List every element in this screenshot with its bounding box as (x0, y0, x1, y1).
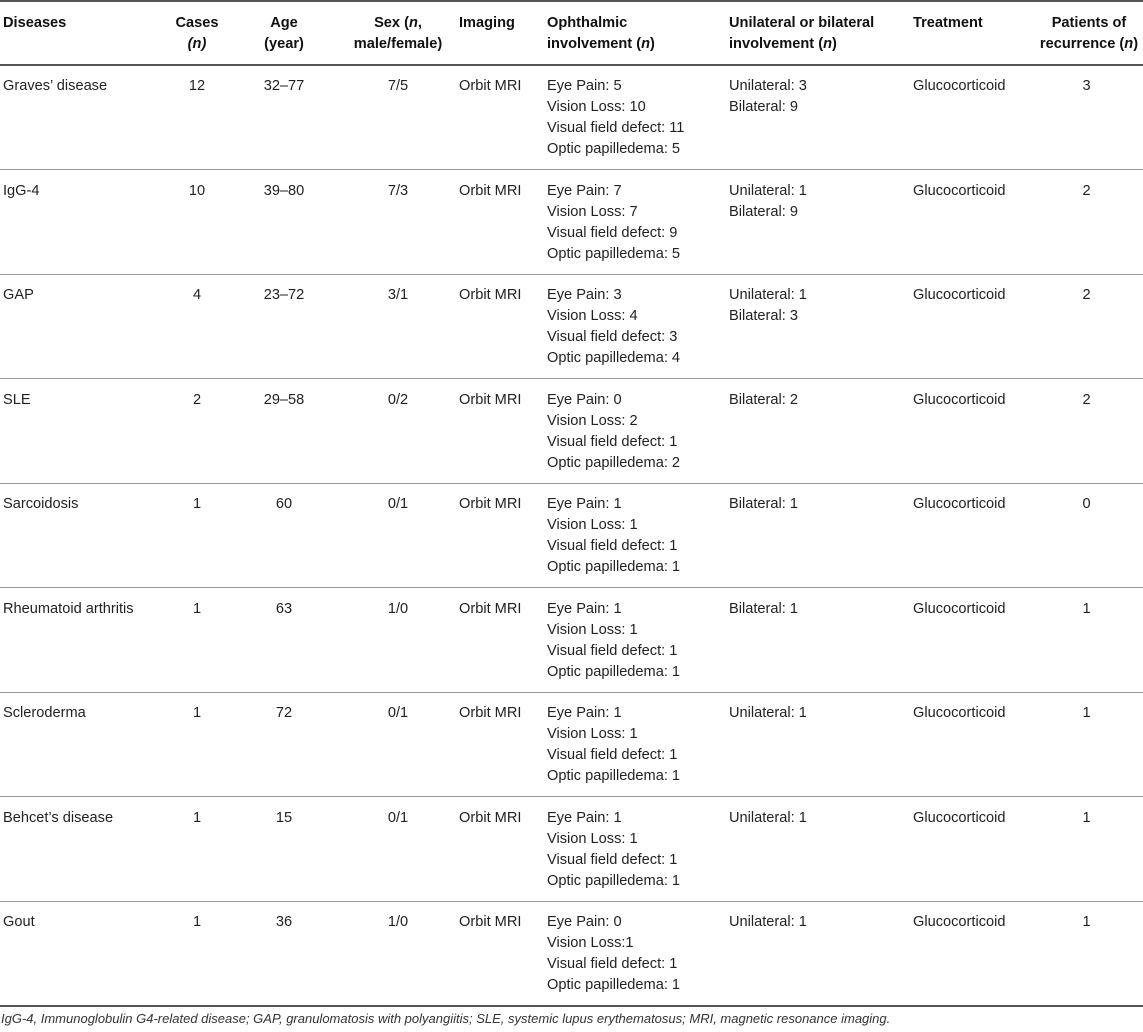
cell-treatment: Glucocorticoid (913, 496, 1006, 512)
cell-cases: 1 (192, 496, 202, 512)
cell-recurrence: 2 (1082, 392, 1091, 408)
cell-ophthalmic-involvement (547, 181, 680, 265)
laterality-line: Unilateral: 1 (729, 705, 807, 721)
header-sex: Sex (n, male/female) (353, 15, 443, 52)
ophthalmic-line: Eye Pain: 1 (547, 601, 622, 617)
cell-laterality (729, 390, 798, 411)
ophthalmic-line: Visual field defect: 9 (547, 225, 678, 241)
ophthalmic-line: Eye Pain: 3 (547, 287, 622, 303)
ophthalmic-line: Eye Pain: 1 (547, 705, 622, 721)
cell-treatment: Glucocorticoid (913, 392, 1006, 408)
cell-imaging: Orbit MRI (459, 78, 522, 94)
cell-recurrence: 3 (1082, 78, 1091, 94)
laterality-line: Unilateral: 1 (729, 183, 807, 199)
laterality-line: Bilateral: 1 (729, 496, 798, 512)
cell-treatment: Glucocorticoid (913, 810, 1006, 826)
ophthalmic-line: Vision Loss: 7 (547, 204, 638, 220)
cell-age: 72 (275, 705, 293, 721)
laterality-line: Unilateral: 3 (729, 78, 807, 94)
ophthalmic-line: Visual field defect: 1 (547, 956, 678, 972)
ophthalmic-line: Optic papilledema: 2 (547, 455, 681, 471)
table-row (0, 589, 1143, 693)
table-row (0, 693, 1143, 797)
cell-age: 60 (275, 496, 293, 512)
cell-cases: 12 (188, 78, 206, 94)
cell-ophthalmic-involvement (547, 703, 680, 787)
table-row (0, 66, 1143, 170)
cell-imaging: Orbit MRI (459, 705, 522, 721)
ophthalmic-line: Visual field defect: 1 (547, 852, 678, 868)
ophthalmic-line: Vision Loss: 1 (547, 622, 638, 638)
cell-ophthalmic-involvement (547, 808, 680, 892)
ophthalmic-line: Optic papilledema: 5 (547, 246, 681, 262)
cell-sex: 3/1 (387, 287, 409, 303)
cell-imaging: Orbit MRI (459, 914, 522, 930)
cell-ophthalmic-involvement (547, 599, 680, 683)
cell-ophthalmic-involvement (547, 285, 680, 369)
cell-age: 15 (275, 810, 293, 826)
cell-recurrence: 1 (1082, 810, 1091, 826)
header-laterality: Unilateral or bilateral involvement (n) (729, 15, 875, 52)
header-diseases: Diseases (3, 15, 67, 31)
ophthalmic-line: Optic papilledema: 1 (547, 873, 681, 889)
cell-sex: 1/0 (387, 914, 409, 930)
cell-laterality (729, 181, 807, 223)
laterality-line: Bilateral: 2 (729, 392, 798, 408)
ophthalmic-line: Vision Loss: 10 (547, 99, 646, 115)
ophthalmic-line: Vision Loss: 1 (547, 726, 638, 742)
ophthalmic-line: Vision Loss: 1 (547, 831, 638, 847)
table-row (0, 171, 1143, 275)
laterality-line: Bilateral: 9 (729, 204, 798, 220)
laterality-line: Bilateral: 1 (729, 601, 798, 617)
ophthalmic-line: Visual field defect: 11 (547, 120, 685, 136)
cell-recurrence: 2 (1082, 287, 1091, 303)
header-cases: Cases (n) (175, 15, 219, 52)
cell-disease: Rheumatoid arthritis (3, 601, 134, 617)
table-row (0, 798, 1143, 902)
cell-treatment: Glucocorticoid (913, 705, 1006, 721)
cell-treatment: Glucocorticoid (913, 914, 1006, 930)
cell-cases: 2 (192, 392, 202, 408)
ophthalmic-line: Optic papilledema: 1 (547, 559, 681, 575)
cell-laterality (729, 76, 807, 118)
ophthalmic-line: Eye Pain: 5 (547, 78, 622, 94)
ophthalmic-line: Optic papilledema: 4 (547, 350, 681, 366)
table-row (0, 380, 1143, 484)
ophthalmic-line: Visual field defect: 1 (547, 643, 678, 659)
cell-treatment: Glucocorticoid (913, 601, 1006, 617)
cell-sex: 7/3 (387, 183, 409, 199)
cell-sex: 0/1 (387, 810, 409, 826)
ophthalmic-line: Optic papilledema: 5 (547, 141, 681, 157)
cell-disease: IgG-4 (3, 183, 40, 199)
cell-imaging: Orbit MRI (459, 392, 522, 408)
ophthalmic-line: Eye Pain: 1 (547, 496, 622, 512)
ophthalmic-line: Vision Loss:1 (547, 935, 634, 951)
cell-recurrence: 1 (1082, 914, 1091, 930)
laterality-line: Unilateral: 1 (729, 287, 807, 303)
ophthalmic-line: Visual field defect: 3 (547, 329, 678, 345)
cell-ophthalmic-involvement (547, 76, 684, 160)
header-age: Age (year) (264, 15, 304, 52)
cell-imaging: Orbit MRI (459, 496, 522, 512)
laterality-line: Unilateral: 1 (729, 810, 807, 826)
ophthalmic-line: Visual field defect: 1 (547, 538, 678, 554)
ophthalmic-line: Eye Pain: 1 (547, 810, 622, 826)
cell-imaging: Orbit MRI (459, 810, 522, 826)
ophthalmic-line: Optic papilledema: 1 (547, 768, 681, 784)
cell-laterality (729, 912, 807, 933)
ophthalmic-line: Vision Loss: 4 (547, 308, 638, 324)
cell-imaging: Orbit MRI (459, 183, 522, 199)
cell-disease: Scleroderma (3, 705, 86, 721)
table-row (0, 275, 1143, 379)
cell-disease: Graves’ disease (3, 78, 108, 94)
ophthalmic-line: Optic papilledema: 1 (547, 664, 681, 680)
cell-age: 39–80 (263, 183, 305, 199)
cell-disease: GAP (3, 287, 34, 303)
cell-age: 32–77 (263, 78, 305, 94)
cell-disease: SLE (3, 392, 31, 408)
cell-ophthalmic-involvement (547, 494, 680, 578)
cell-ophthalmic-involvement (547, 912, 680, 996)
table-footnote: IgG-4, Immunoglobulin G4-related disease; GAP, granulomatosis with polyangiitis; SLE, systemic lupus erythematosus; MRI, magnetic resonance imaging. (1, 1011, 891, 1026)
ophthalmic-line: Visual field defect: 1 (547, 747, 678, 763)
cell-sex: 7/5 (387, 78, 409, 94)
cell-ophthalmic-involvement (547, 390, 680, 474)
cell-recurrence: 1 (1082, 705, 1091, 721)
header-ophthalmic-involvement: Ophthalmic involvement (n) (547, 15, 655, 52)
cell-cases: 10 (188, 183, 206, 199)
cell-laterality (729, 808, 807, 829)
cell-treatment: Glucocorticoid (913, 183, 1006, 199)
laterality-line: Unilateral: 1 (729, 914, 807, 930)
cell-cases: 1 (192, 705, 202, 721)
header-treatment: Treatment (913, 15, 983, 31)
cell-laterality (729, 599, 798, 620)
cell-sex: 0/1 (387, 496, 409, 512)
cell-disease: Gout (3, 914, 35, 930)
cell-cases: 1 (192, 601, 202, 617)
cell-sex: 0/1 (387, 705, 409, 721)
ophthalmic-line: Vision Loss: 1 (547, 517, 638, 533)
cell-disease: Behcet’s disease (3, 810, 114, 826)
cell-age: 29–58 (263, 392, 305, 408)
cell-laterality (729, 285, 807, 327)
cell-treatment: Glucocorticoid (913, 287, 1006, 303)
cell-laterality (729, 703, 807, 724)
cell-recurrence: 0 (1082, 496, 1091, 512)
cell-age: 63 (275, 601, 293, 617)
header-recurrence: Patients of recurrence (n) (1039, 15, 1139, 52)
cell-recurrence: 1 (1082, 601, 1091, 617)
table-row (0, 484, 1143, 588)
cell-sex: 0/2 (387, 392, 409, 408)
ophthalmic-line: Optic papilledema: 1 (547, 977, 681, 993)
ophthalmic-line: Vision Loss: 2 (547, 413, 638, 429)
cell-imaging: Orbit MRI (459, 287, 522, 303)
cell-age: 23–72 (263, 287, 305, 303)
laterality-line: Bilateral: 9 (729, 99, 798, 115)
ophthalmic-line: Eye Pain: 0 (547, 392, 622, 408)
header-imaging: Imaging (459, 15, 515, 31)
cell-cases: 1 (192, 810, 202, 826)
ophthalmic-line: Visual field defect: 1 (547, 434, 678, 450)
ophthalmic-line: Eye Pain: 7 (547, 183, 622, 199)
laterality-line: Bilateral: 3 (729, 308, 798, 324)
cell-disease: Sarcoidosis (3, 496, 79, 512)
ophthalmic-line: Eye Pain: 0 (547, 914, 622, 930)
cell-cases: 4 (192, 287, 202, 303)
cell-recurrence: 2 (1082, 183, 1091, 199)
table-header-row (0, 2, 1143, 66)
cell-laterality (729, 494, 798, 515)
table-row (0, 902, 1143, 1007)
cell-age: 36 (275, 914, 293, 930)
cell-imaging: Orbit MRI (459, 601, 522, 617)
cell-sex: 1/0 (387, 601, 409, 617)
cell-cases: 1 (192, 914, 202, 930)
cell-treatment: Glucocorticoid (913, 78, 1006, 94)
